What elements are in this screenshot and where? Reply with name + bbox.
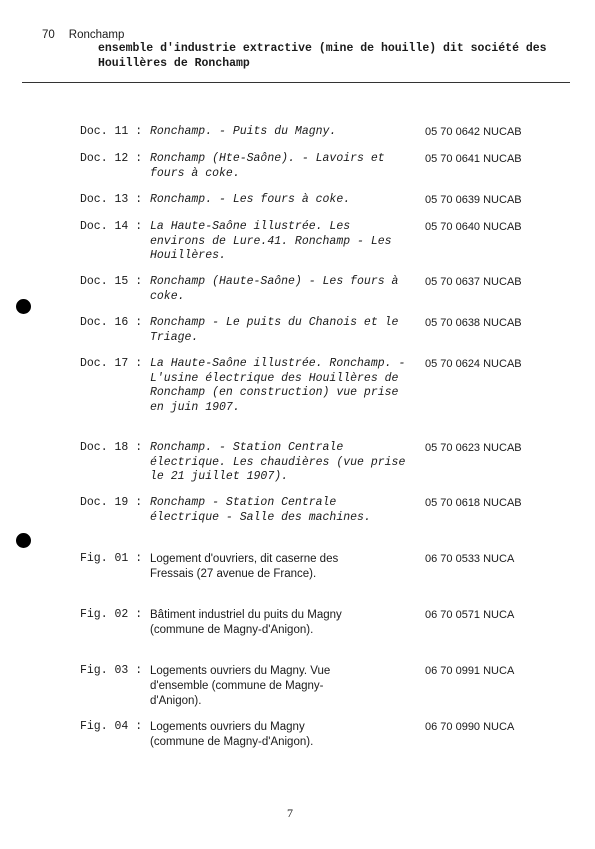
- entry-description: Logements ouvriers du Magny (commune de Magny-d'Anigon).: [150, 721, 314, 748]
- entry-ref: Fig. 01 :: [80, 552, 143, 565]
- header-place: Ronchamp: [68, 29, 125, 41]
- entry-description: Logements ouvriers du Magny. Vue d'ensemble (commune de Magny-d'Anigon).: [150, 665, 331, 707]
- punch-hole-mark: [16, 533, 31, 548]
- entry-code: 05 70 0624 NUCAB: [425, 358, 522, 370]
- entry-ref: Fig. 02 :: [80, 608, 143, 621]
- entry-ref: Fig. 04 :: [80, 720, 143, 733]
- header-page-number: 70: [42, 29, 55, 41]
- entry-code: 05 70 0638 NUCAB: [425, 317, 522, 329]
- entry-ref: Doc. 17 :: [80, 357, 143, 370]
- entry-description: Ronchamp. - Puits du Magny.: [150, 125, 337, 138]
- entry-description: Ronchamp (Hte-Saône). - Lavoirs et fours à coke.: [150, 152, 385, 180]
- entry-ref: Doc. 19 :: [80, 496, 143, 509]
- entry-code: 05 70 0639 NUCAB: [425, 194, 522, 206]
- entry-code: 06 70 0533 NUCA: [425, 553, 515, 565]
- entry-code: 05 70 0640 NUCAB: [425, 221, 522, 233]
- entry-description: La Haute-Saône illustrée. Ronchamp. - L'usine électrique des Houillères de Ronchamp (en construction) vue prise en juin 1907.: [150, 357, 406, 414]
- entry-code: 05 70 0642 NUCAB: [425, 126, 522, 138]
- entry-description: Logement d'ouvriers, dit caserne des Fressais (27 avenue de France).: [150, 553, 339, 580]
- entry-description: Ronchamp - Le puits du Chanois et le Triage.: [150, 316, 399, 344]
- entry-code: 05 70 0641 NUCAB: [425, 153, 522, 165]
- entry-code: 06 70 0991 NUCA: [425, 665, 515, 677]
- footer-page-number: 7: [287, 806, 293, 820]
- entry-description: Ronchamp. - Les fours à coke.: [150, 193, 351, 206]
- entry-description: Bâtiment industriel du puits du Magny (commune de Magny-d'Anigon).: [150, 609, 342, 636]
- entry-ref: Fig. 03 :: [80, 664, 143, 677]
- entry-code: 05 70 0623 NUCAB: [425, 442, 522, 454]
- punch-hole-mark: [16, 299, 31, 314]
- entry-ref: Doc. 14 :: [80, 220, 143, 233]
- entry-ref: Doc. 15 :: [80, 275, 143, 288]
- entry-code: 06 70 0571 NUCA: [425, 609, 515, 621]
- entry-code: 05 70 0637 NUCAB: [425, 276, 522, 288]
- entry-description: Ronchamp (Haute-Saône) - Les fours à coke.: [150, 275, 399, 303]
- entry-ref: Doc. 16 :: [80, 316, 143, 329]
- entry-ref: Doc. 12 :: [80, 152, 143, 165]
- entry-code: 05 70 0618 NUCAB: [425, 497, 522, 509]
- header-divider: [22, 82, 570, 83]
- entry-ref: Doc. 18 :: [80, 441, 143, 454]
- entry-ref: Doc. 11 :: [80, 125, 143, 138]
- entry-description: La Haute-Saône illustrée. Les environs de Lure.41. Ronchamp - Les Houillères.: [150, 220, 392, 262]
- header-reference: [42, 29, 138, 41]
- entry-code: 06 70 0990 NUCA: [425, 721, 515, 733]
- entry-ref: Doc. 13 :: [80, 193, 143, 206]
- header-title: ensemble d'industrie extractive (mine de houille) dit société des Houillères de Ronchamp: [98, 42, 547, 70]
- entry-description: Ronchamp - Station Centrale électrique - Salle des machines.: [150, 496, 371, 524]
- entry-description: Ronchamp. - Station Centrale électrique. Les chaudières (vue prise le 21 juillet 1907).: [150, 441, 406, 483]
